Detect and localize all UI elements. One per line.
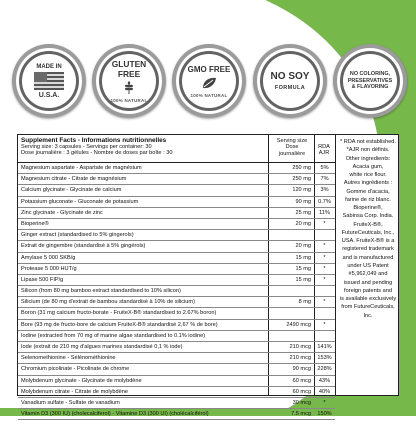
footnote-line: white rice flour. [349, 172, 387, 179]
nutrient-name: Lipase 500 FIP/g [21, 276, 64, 283]
nutrient-amount: 60 mcg [292, 377, 311, 384]
table-row [18, 264, 335, 275]
badge-gluten-title: GLUTEN FREE [111, 59, 147, 79]
badge-noc-line1: NO COLORING, [349, 70, 391, 77]
serving-column-header [271, 138, 313, 157]
nutrient-amount: 20 mg [295, 220, 311, 227]
footnote-line: farine de riz blanc. [345, 196, 391, 203]
nutrient-rda: * [323, 321, 326, 328]
table-row [18, 364, 335, 375]
nutrient-rda: * [323, 254, 326, 261]
nutrient-name: Amylase 5 000 SKB/g [21, 254, 76, 261]
nutrient-name: Magnesium citrate - Citrate de magnésium [21, 176, 127, 183]
table-row [18, 398, 335, 409]
nutrient-rda: * [323, 299, 326, 306]
nutrient-amount: 15 mg [295, 254, 311, 261]
leaf-icon [200, 76, 218, 90]
nutrient-amount: 250 mg [292, 176, 311, 183]
nutrient-name: Calcium glycinate - Glycinate de calcium [21, 187, 122, 194]
nutrient-name: Vitamin D3 (300 IU) (cholecalciferol) - Vitamine D3 (300 UI) (cholécalciférol) [21, 411, 209, 418]
nutrient-rda: 5% [320, 165, 329, 171]
us-flag-icon [34, 72, 64, 90]
col-ajr-label: AJR [318, 150, 330, 157]
nutrient-rda: 40% [318, 388, 331, 395]
table-row [18, 297, 335, 308]
nutrient-name: Potassium gluconate - Gluconate de potassium [21, 198, 139, 205]
nutrient-amount: 210 mcg [289, 355, 311, 362]
footnote-line: Inc. [363, 312, 373, 319]
nutrient-name: Iodine (extracted from 70 mg of marine algae standardised to 0.1% iodine) [21, 332, 206, 339]
badge-made-bottom: U.S.A. [38, 91, 60, 99]
col-dose-label: Dose [285, 144, 299, 151]
table-row [18, 409, 335, 420]
footnotes [338, 138, 398, 320]
table-row [18, 241, 335, 252]
table-row [18, 308, 335, 319]
nutrient-name: Zinc glycinate - Glycinate de zinc [21, 209, 103, 216]
badge-made-top: MADE IN [36, 63, 62, 70]
badge-gmo-title: GMO FREE [187, 64, 231, 74]
nutrient-amount: 2490 mcg [286, 321, 311, 328]
nutrient-amount: 20 mg [295, 243, 311, 250]
nutrient-name: Protease 5 000 HUT/g [21, 265, 77, 272]
nutrient-amount: 15 mg [295, 276, 311, 283]
nutrient-rda: 141% [317, 344, 332, 350]
nutrient-name: Ginger extract (standardised to 5% gingerols) [21, 232, 134, 239]
nutrient-amount: 7.5 mcg [291, 411, 311, 418]
col-serving-label: Serving size [276, 138, 308, 144]
nutrient-name: Bioperine® [21, 220, 49, 227]
nutrient-rda: 228% [317, 366, 332, 373]
badge-soy-title: NO SOY [270, 70, 310, 82]
badge-gmo-sub: 100% NATURAL [190, 92, 228, 98]
made-in-usa-badge [12, 44, 86, 118]
serving-size-line: Serving size: 3 capsules - Servings per container: 30 [21, 144, 152, 151]
footnote-line: and is manufactured [342, 254, 394, 261]
nutrient-amount: 90 mcg [292, 366, 311, 373]
nutrient-name: Silicium (de 80 mg d'extrait de bambou standardisé à 10% de silicium) [21, 299, 195, 306]
table-row [18, 253, 335, 264]
rda-column-header [315, 138, 333, 157]
footnote-line: from FutureCeuticals, [341, 304, 395, 311]
nutrient-name: Bore (93 mg de fructo-bore de calcium FruiteX-B® standardisé 2,67 % de bore) [21, 321, 218, 328]
dose-line: Dose journalière : 3 gélules - Nombre de doses par boîte : 30 [21, 150, 173, 157]
gluten-free-badge [92, 44, 166, 118]
footnote-line: Autres ingrédients : [343, 180, 393, 187]
footnote-line: Acacia gum, [352, 163, 384, 170]
table-row [18, 219, 335, 230]
table-row [18, 376, 335, 387]
nutrient-amount: 250 mg [292, 165, 311, 171]
table-row [18, 185, 335, 196]
badge-noc-line3: & FLAVORING [351, 84, 389, 91]
table-row [18, 230, 335, 241]
badge-row [10, 44, 410, 124]
panel-header [21, 137, 271, 157]
nutrient-rda: * [323, 399, 326, 406]
badge-gluten-sub: 100% NATURAL [110, 98, 148, 103]
table-row [18, 286, 335, 297]
nutrient-amount: 15 mg [295, 265, 311, 272]
table-row [18, 353, 335, 364]
supplement-facts-panel [17, 134, 399, 418]
nutrient-rda: 0.7% [318, 198, 331, 205]
no-coloring-badge [333, 44, 407, 118]
footnote-line: Gomme d'acacia, [346, 188, 390, 195]
wheat-icon [120, 81, 138, 95]
footnote-line: FruiteX-B®, [353, 221, 383, 228]
nutrient-rda: 150% [317, 411, 332, 418]
footnote-line: issued and pending [343, 279, 393, 286]
col-rda-label: RDA [318, 144, 330, 150]
nutrient-rda: * [323, 265, 326, 272]
footnote-line: USA. FruiteX-B® is a [341, 238, 395, 245]
footnote-line: Sabinsa Corp. India. [342, 213, 394, 220]
table-row [18, 387, 335, 398]
footnote-line: *AJR non définis. [346, 147, 390, 154]
footnote-line: is available exclusively [339, 296, 397, 303]
nutrient-rda: * [323, 276, 326, 283]
table-row [18, 342, 335, 353]
nutrient-rda: 3% [320, 187, 329, 194]
nutrient-rda: 153% [317, 355, 332, 362]
nutrient-rda: 7% [320, 176, 329, 183]
nutrient-name: Chromium picolinate - Picolinate de chrome [21, 366, 130, 373]
footnote-line: FutureCeuticals, Inc., [341, 229, 395, 236]
table-row [18, 163, 335, 174]
table-row [18, 331, 335, 342]
nutrient-amount: 120 mg [292, 187, 311, 194]
nutrient-name: Molybdenum glycinate - Glycinate de molybdène [21, 377, 142, 384]
nutrient-name: Selenomethionine - Sélénométhionine [21, 355, 116, 362]
nutrient-amount: 60 mcg [292, 388, 311, 395]
col-journ-label: journalière [278, 150, 306, 157]
nutrient-name: Extrait de gingembre (standardisé à 5% gingérols) [21, 243, 146, 250]
table-row [18, 275, 335, 286]
nutrient-amount: 90 mg [295, 198, 311, 205]
footnote-line: foreign patents and [344, 287, 392, 294]
nutrient-name: Boron (31 mg calcium fructo-borate - FruiteX-B® standardised to 2.67% boron) [21, 310, 217, 317]
badge-soy-sub: FORMULA [274, 84, 306, 91]
table-row [18, 320, 335, 331]
nutrient-amount: 8 mg [298, 299, 311, 306]
nutrient-name: Silicon (from 80 mg bamboo extract standardised to 10% silicon) [21, 288, 181, 295]
nutrient-name: Molybdenum citrate - Citrate de molybdène [21, 388, 128, 395]
nutrient-table [18, 163, 335, 420]
gmo-free-badge [172, 44, 246, 118]
nutrient-name: Vanadium sulfate - Sulfate de vanadium [21, 399, 120, 406]
nutrient-rda: * [323, 243, 326, 250]
column-divider [335, 135, 336, 395]
footnote-line: * RDA not established. [340, 139, 396, 145]
nutrient-amount: 25 mg [295, 209, 311, 216]
table-row [18, 197, 335, 208]
badge-noc-line2: PRESERVATIVES [347, 77, 393, 84]
table-row [18, 174, 335, 185]
footnote-line: registered trademark [342, 246, 394, 253]
nutrient-amount: 210 mcg [289, 344, 311, 350]
footnote-line: Other ingredients: [345, 155, 391, 162]
panel-title: Supplement Facts - Informations nutritionnelles [21, 137, 167, 144]
footnote-line: #5,962,049 and [348, 271, 388, 278]
nutrient-rda: 43% [318, 377, 331, 384]
footnote-line: under US Patent [347, 262, 389, 269]
nutrient-amount: 30 mcg [292, 399, 311, 406]
table-row [18, 208, 335, 219]
no-soy-badge [253, 44, 327, 118]
nutrient-rda: * [323, 220, 326, 227]
nutrient-name: Magnesium aspartate - Aspartate de magnésium [21, 165, 142, 171]
nutrient-rda: 11% [319, 209, 330, 216]
nutrient-name: Iode (extrait de 210 mg d'algues marines standardisé 0,1 % iode) [21, 344, 183, 350]
footnote-line: Bioperine®, [353, 205, 383, 212]
